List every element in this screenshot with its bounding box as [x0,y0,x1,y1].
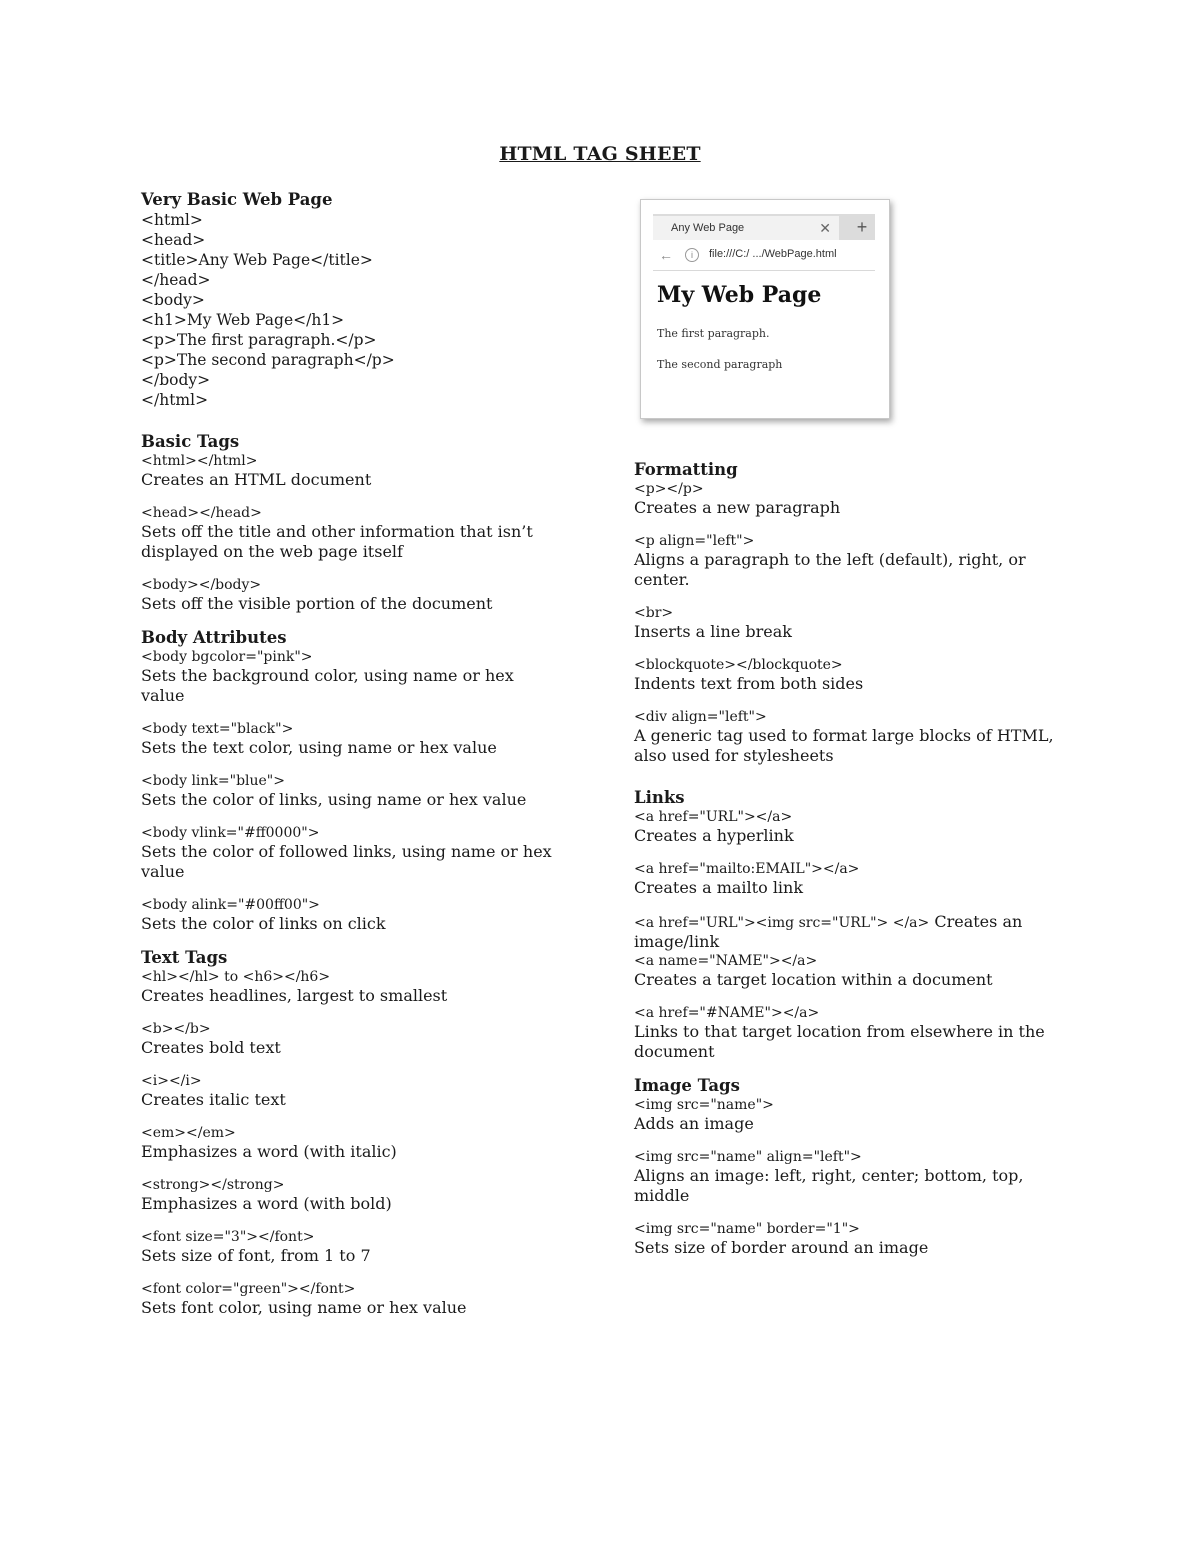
basic-page-section [141,190,561,410]
tag-description: Sets the background color, using name or hex value [141,666,514,705]
browser-tab-bar [653,214,875,240]
tag-description: Creates a mailto link [634,878,804,897]
tag-code: <p></p> [634,481,704,497]
tag-code: <br> [634,605,674,621]
tag-code: <body></body> [141,577,262,593]
tag-description: Sets size of border around an image [634,1238,929,1257]
section-heading: Formatting [634,460,738,479]
tag-description: Emphasizes a word (with bold) [141,1194,392,1213]
tag-code: <body vlink="#ff0000"> [141,825,320,841]
tag-description: Creates italic text [141,1090,286,1109]
plus-icon: + [856,217,868,237]
tag-entry [141,1020,561,1058]
tag-entry [634,532,1054,590]
browser-paragraph: The second paragraph [657,358,783,371]
browser-content [657,282,877,371]
info-icon: i [685,248,699,262]
tag-line [634,912,1054,952]
tag-entry [141,576,561,614]
code-line: <html> [141,211,203,229]
tag-description: Sets the color of links on click [141,914,386,933]
section-heading: Very Basic Web Page [141,190,333,209]
browser-url: file:///C:/ .../WebPage.html [709,248,837,260]
tag-code: <a href="URL"></a> [634,809,793,825]
basic-tags-section [141,432,561,614]
tag-code: <hl></hl> to <h6></h6> [141,969,331,985]
close-icon: ✕ [819,220,831,236]
tag-entry [634,952,1054,990]
code-line: <p>The second paragraph</p> [141,351,395,369]
tag-description: Aligns an image: left, right, center; bottom, top, middle [634,1166,1024,1205]
tag-entry [634,480,1054,518]
tag-code: <a href="#NAME"></a> [634,1005,820,1021]
tag-description: Sets size of font, from 1 to 7 [141,1246,371,1265]
code-line: <head> [141,231,206,249]
tag-entry [141,504,561,562]
tag-entry [141,824,561,882]
code-line: </head> [141,271,211,289]
tag-code: <body alink="#00ff00"> [141,897,320,913]
tag-description: Sets off the title and other information that isn’t displayed on the web page itself [141,522,533,561]
tag-entry [141,720,561,758]
tag-entry [141,896,561,934]
tag-entry [141,1280,561,1318]
back-arrow-icon: ← [659,247,673,263]
tag-entry [634,1096,1054,1134]
tag-entry [141,772,561,810]
section-heading: Body Attributes [141,628,287,647]
tag-description: Sets the text color, using name or hex value [141,738,497,757]
tag-code: <blockquote></blockquote> [634,657,843,673]
tag-code: <img src="name" align="left"> [634,1149,862,1165]
tag-entry [141,1176,561,1214]
tag-entry [634,604,1054,642]
browser-toolbar [653,242,875,271]
section-heading: Image Tags [634,1076,740,1095]
tag-entry [141,968,561,1006]
tag-entry [141,648,561,706]
tag-entry [634,1148,1054,1206]
tag-code: <img src="name"> [634,1097,774,1113]
tag-code: <font color="green"></font> [141,1281,356,1297]
section-heading: Links [634,788,685,807]
browser-tab-title: Any Web Page [671,222,745,234]
section-heading: Basic Tags [141,432,240,451]
section-heading: Text Tags [141,948,228,967]
code-line: </html> [141,391,209,409]
tag-description: Aligns a paragraph to the left (default), right, or center. [634,550,1026,589]
left-column [141,190,561,1332]
tag-code: <i></i> [141,1073,202,1089]
tag-code: <em></em> [141,1125,236,1141]
tag-entry [634,860,1054,898]
browser-tab [653,216,839,240]
text-tags-section [141,948,561,1318]
tag-entry [141,1072,561,1110]
tag-entry [634,1220,1054,1258]
tag-description: Inserts a line break [634,622,792,641]
body-attributes-section [141,628,561,934]
code-line: <body> [141,291,205,309]
tag-description: Creates bold text [141,1038,281,1057]
tag-code: <head></head> [141,505,262,521]
tag-code: <font size="3"></font> [141,1229,315,1245]
tag-description: Sets off the visible portion of the document [141,594,493,613]
code-line: <title>Any Web Page</title> [141,251,373,269]
tag-code: <img src="name" border="1"> [634,1221,860,1237]
code-line: <p>The first paragraph.</p> [141,331,377,349]
tag-entry [141,1228,561,1266]
tag-code: <div align="left"> [634,709,767,725]
tag-description: Emphasizes a word (with italic) [141,1142,397,1161]
tag-description: Indents text from both sides [634,674,864,693]
tag-description: Sets the color of links, using name or hex value [141,790,527,809]
tag-code: <strong></strong> [141,1177,285,1193]
page-title: HTML TAG SHEET [499,143,701,165]
tag-entry [141,1124,561,1162]
formatting-section [634,460,1054,766]
code-line: </body> [141,371,211,389]
tag-description: Creates a target location within a document [634,970,993,989]
tag-entry [634,656,1054,694]
tag-description: A generic tag used to format large blocks of HTML, also used for stylesheets [634,726,1054,765]
tag-code: <html></html> [141,453,258,469]
tag-description: Links to that target location from elsewhere in the document [634,1022,1045,1061]
browser-heading: My Web Page [657,282,822,308]
code-line: <h1>My Web Page</h1> [141,311,345,329]
tag-code: <a href="mailto:EMAIL"></a> [634,861,860,877]
links-section [634,788,1054,1062]
browser-screenshot [640,199,890,419]
right-column [634,460,1054,1272]
tag-code: <a href="URL"><img src="URL"> </a> [634,915,930,931]
tag-description: Creates headlines, largest to smallest [141,986,448,1005]
tag-entry [634,808,1054,846]
tag-entry [634,708,1054,766]
tag-code: <body text="black"> [141,721,294,737]
tag-entry [634,912,1054,952]
tag-description: Sets font color, using name or hex value [141,1298,467,1317]
tag-description: Creates a new paragraph [634,498,841,517]
tag-code: <b></b> [141,1021,211,1037]
tag-code: <body bgcolor="pink"> [141,649,313,665]
tag-description: Creates a hyperlink [634,826,794,845]
tag-description: Creates an HTML document [141,470,372,489]
tag-entry [634,1004,1054,1062]
tag-entry [141,452,561,490]
browser-paragraph: The first paragraph. [657,327,770,340]
tag-code: <a name="NAME"></a> [634,953,818,969]
tag-description: Adds an image [634,1114,754,1133]
image-tags-section [634,1076,1054,1258]
tag-code: <body link="blue"> [141,773,285,789]
tag-code: <p align="left"> [634,533,755,549]
tag-description: Sets the color of followed links, using name or hex value [141,842,552,881]
tag-description: Creates an image/link [634,912,1023,951]
